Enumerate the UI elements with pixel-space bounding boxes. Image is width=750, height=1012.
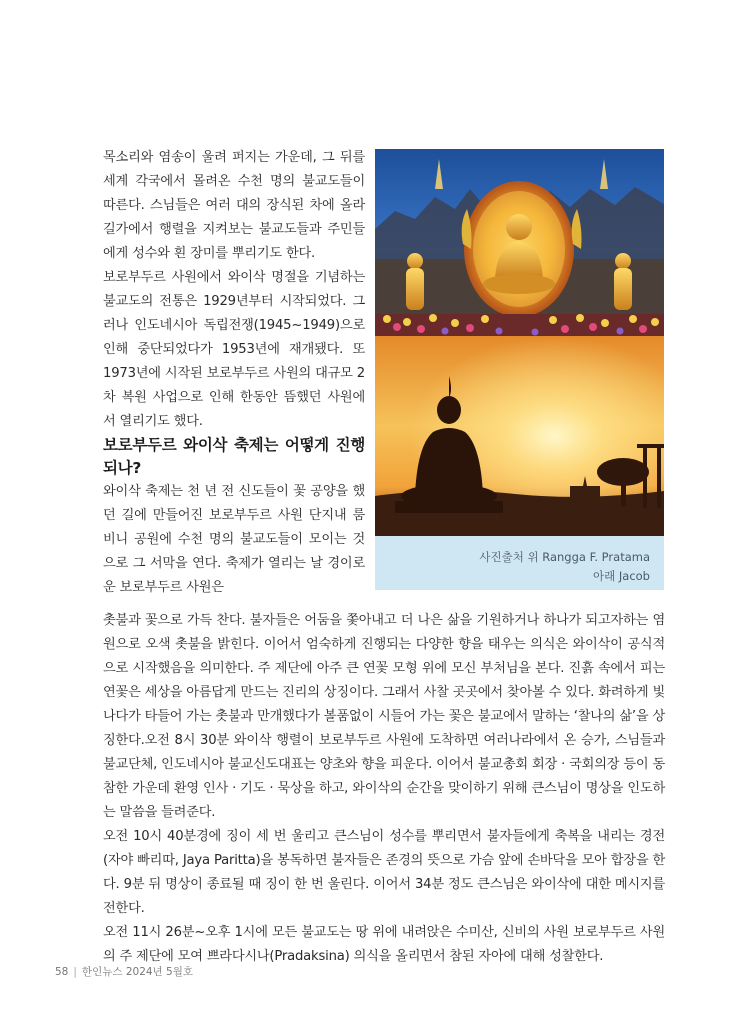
- paragraph: 촛불과 꽃으로 가득 찬다. 불자들은 어둠을 쫓아내고 더 나은 삶을 기원하거나 하나가 되고자하는 염원으로 오색 촛불을 밝힌다. 이어서 엄숙하게 진행되는 다양한 향을 태우는 의식은 와이삭이 공식적으로 시작했음을 의미한다. 주 제단에 아주 큰 연꽃 모형 위에 모신 부처님을 본다. 진흙 속에서 피는 연꽃은 세상을 아름답게 만드는 진리의 상징이다. 그래서 사찰 곳곳에서 찾아볼 수 있다. 화려하게 빛나다가 타들어 가는 촛불과 만개했다가 볼품없이 시들어 가는 꽃은 불교에서 말하는 ‘찰나의 삶’을 상징한다.오전 8시 30분 와이삭 행렬이 보로부두르 사원에 도착하면 여러나라에서 온 승가, 스님들과 불교단체, 인도네시아 불교신도대표는 양초와 향을 피운다. 이어서 불교총회 회장 · 국회의장 등이 동참한 가운데 환영 인사 · 기도 · 묵상을 하고, 와이삭의 순간을 맞이하기 위해 큰스님이 명상을 인도하는 말씀을 들려준다.: [103, 613, 665, 820]
- photo-panel: [375, 149, 664, 590]
- credit-line: 사진출처 위 Rangga F. Pratama: [479, 550, 650, 564]
- section-heading: 보로부두르 와이삭 축제는 어떻게 진행되나?: [103, 436, 365, 477]
- page-footer: [55, 964, 193, 979]
- photo-credit: [375, 548, 650, 586]
- publication-name: 한인뉴스 2024년 5월호: [81, 966, 193, 978]
- buddha-altar-photo: [375, 149, 664, 336]
- credit-line: 아래 Jacob: [593, 569, 650, 583]
- paragraph: 와이삭 축제는 천 년 전 신도들이 꽃 공양을 했던 길에 만들어진 보로부두르 사원 단지내 룸비니 공원에 수천 명의 불교도들이 모이는 것으로 그 서막을 연다. 축제가 열리는 날 경이로운 보로부두르 사원은: [103, 484, 365, 595]
- paragraph: 목소리와 염송이 울려 퍼지는 가운데, 그 뒤를 세계 각국에서 몰려온 수천 명의 불교도들이 따른다. 스님들은 여러 대의 장식된 차에 올라 길가에서 행렬을 지켜보는 불교도들과 주민들에게 성수와 흰 장미를 뿌리기도 한다.: [103, 150, 365, 261]
- footer-separator: |: [73, 966, 77, 978]
- paragraph: 오전 11시 26분~오후 1시에 모든 불교도는 땅 위에 내려앉은 수미산, 신비의 사원 보로부두르 사원의 주 제단에 모여 쁘라다시나(Pradaksina) 의식을 올리면서 참된 자아에 대해 성찰한다.: [103, 925, 665, 964]
- paragraph: 보로부두르 사원에서 와이삭 명절을 기념하는 불교도의 전통은 1929년부터 시작되었다. 그러나 인도네시아 독립전쟁(1945~1949)으로 인해 중단되었다가 1953년에 재개됐다. 또 1973년에 시작된 보로부두르 사원의 대규모 2차 복원 사업으로 인해 한동안 뜸했던 사원에서 열리기도 했다.: [103, 270, 365, 429]
- page-number: 58: [55, 966, 69, 978]
- full-width-text: [103, 609, 665, 969]
- paragraph: 오전 10시 40분경에 징이 세 번 울리고 큰스님이 성수를 뿌리면서 불자들에게 축복을 내리는 경전(자야 빠리따, Jaya Paritta)을 봉독하면 불자들은 존경의 뜻으로 가슴 앞에 손바닥을 모아 합장을 한다. 9분 뒤 명상이 종료될 때 징이 한 번 울린다. 이어서 34분 정도 큰스님은 와이삭에 대한 메시지를 전한다.: [103, 829, 665, 916]
- left-text-column: [103, 146, 365, 600]
